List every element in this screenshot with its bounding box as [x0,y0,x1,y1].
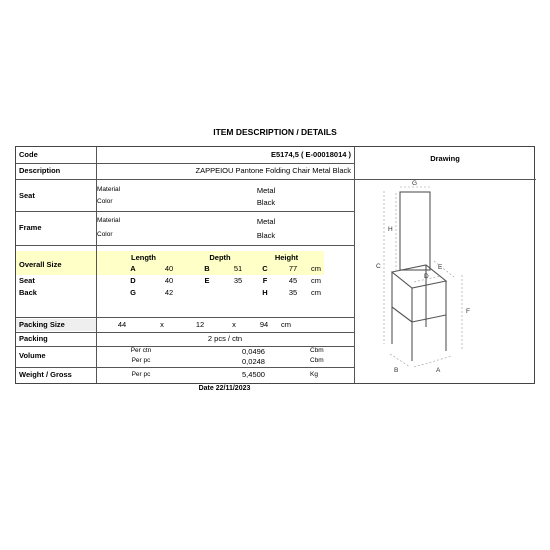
dim-l2: B [204,263,210,273]
volume-per-ctn-label: Per ctn [130,347,152,355]
dim-unit: cm [311,287,321,297]
seat-material-value: Metal [256,185,276,195]
description-value: ZAPPEIOU Pantone Folding Chair Metal Black [195,166,351,176]
dim-v3: 77 [288,263,298,273]
frame-material-label: Material [97,217,121,225]
packing-size-a: 44 [117,320,127,330]
packing-label: Packing [19,334,48,344]
frame-color-label: Color [97,231,113,239]
code-label: Code [19,150,38,160]
dim-label-b: B [394,367,399,374]
volume-per-pc-unit: Cbm [310,357,324,365]
description-label: Description [19,166,61,176]
packing-size-c: 94 [259,320,269,330]
header-height: Height [274,252,299,262]
dim-v2: 51 [233,263,243,273]
packing-size-b: 12 [195,320,205,330]
divider [16,317,354,318]
dim-label-g: G [412,180,418,187]
dim-v2: 35 [233,275,243,285]
dim-l1: D [130,275,136,285]
chair-backrest [400,192,430,270]
dim-unit: cm [311,275,321,285]
weight-label: Weight / Gross [19,370,72,380]
dim-l2: E [204,275,210,285]
divider [96,147,97,383]
frame-material-value: Metal [256,216,276,226]
dim-v1: 40 [164,263,174,273]
dim-v3: 35 [288,287,298,297]
dim-l3: H [262,287,268,297]
dim-l3: C [262,263,268,273]
dim-label-e: E [438,264,443,271]
code-value: E5174,5 ( E-00018014 ) [270,150,351,160]
volume-label: Volume [19,351,46,361]
dim-l1: G [130,287,136,297]
packing-size-x2: x [232,320,236,330]
dim-label-f: F [466,308,470,315]
header-length: Length [131,252,156,262]
seat-color-label: Color [97,198,113,206]
dim-label-c: C [376,263,381,270]
dim-v2 [228,287,248,298]
dim-v1: 40 [164,275,174,285]
dim-label: Back [19,287,37,297]
volume-per-ctn-value: 0,0496 [242,347,265,356]
dim-l1: A [130,263,136,273]
drawing-title: Drawing [430,154,460,164]
dim-v1: 42 [164,287,174,297]
weight-value: 5,4500 [242,370,265,380]
packing-size-label: Packing Size [16,319,96,331]
frame-label: Frame [19,223,42,233]
chair-drawing [354,179,536,383]
dim-label-a: A [436,367,441,374]
weight-per-pc-label: Per pc [131,370,151,378]
frame-color-value: Black [256,230,276,240]
weight-unit: Kg [310,370,318,378]
packing-size-x1: x [160,320,164,330]
volume-per-pc-value: 0,0248 [242,357,265,366]
dim-label: Overall Size [19,260,62,270]
seat-color-value: Black [256,197,276,207]
divider [16,332,354,333]
volume-per-pc-label: Per pc [131,357,151,365]
header-depth: Depth [209,252,231,262]
divider [16,367,354,368]
dim-label-d: D [424,273,429,280]
dim-l3: F [262,275,268,285]
spec-sheet [15,146,535,384]
packing-size-unit: cm [281,320,291,330]
document-title: ITEM DESCRIPTION / DETAILS [213,127,337,137]
dim-l2 [198,287,216,298]
seat-label: Seat [19,191,35,201]
dim-label: Seat [19,275,35,285]
volume-per-ctn-unit: Cbm [310,347,324,355]
divider [16,163,354,164]
dim-v3: 45 [288,275,298,285]
divider [16,245,354,246]
document-date: Date 22/11/2023 [198,385,251,392]
seat-material-label: Material [97,186,121,194]
divider [16,211,354,212]
packing-value: 2 pcs / ctn [207,334,243,344]
divider [16,346,354,347]
dim-unit: cm [311,263,321,273]
dim-label-h: H [388,226,393,233]
